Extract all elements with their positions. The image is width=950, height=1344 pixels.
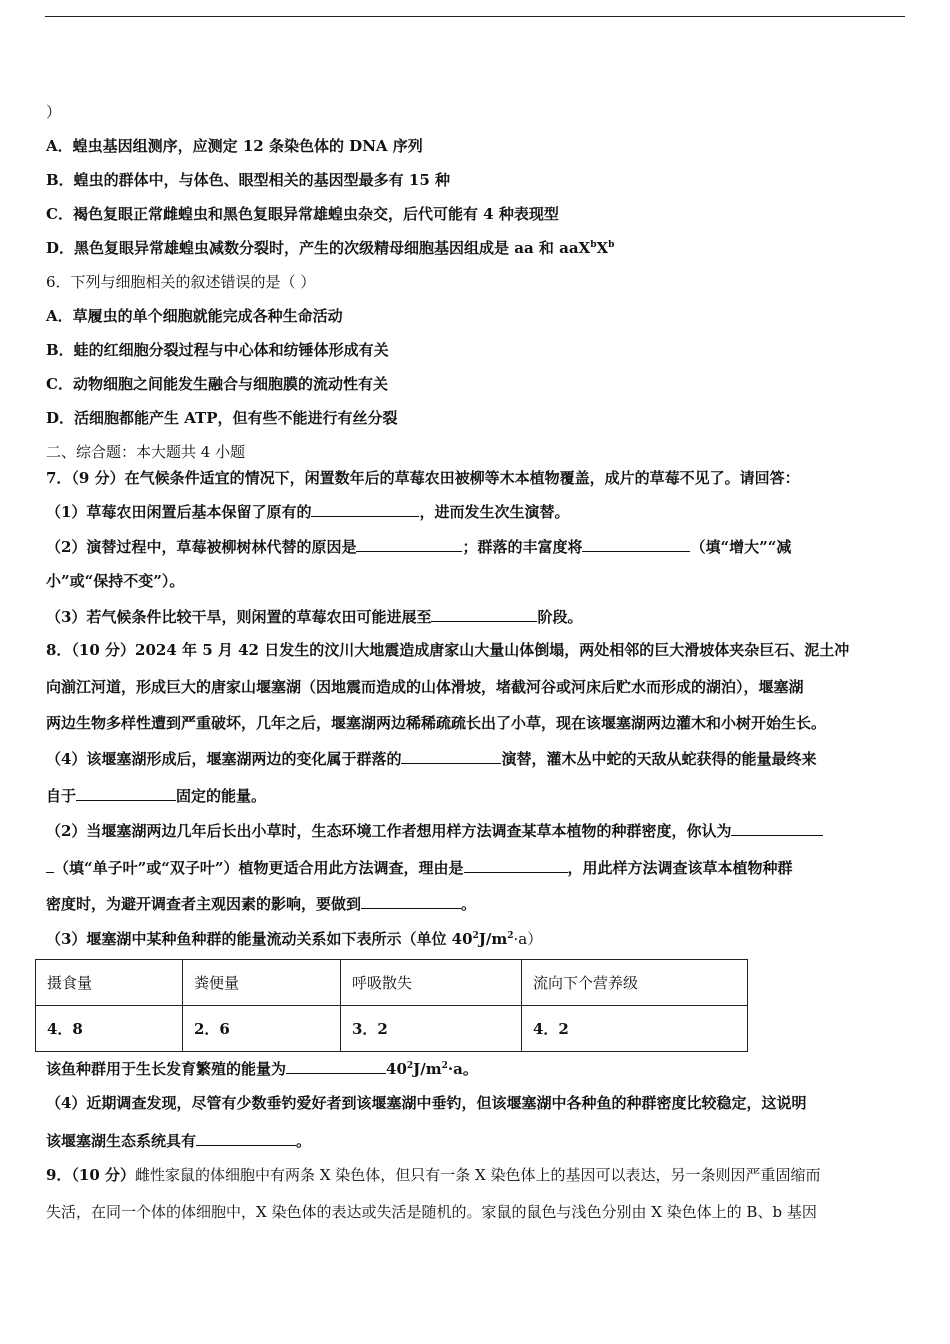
q7-part1: （1）草莓农田闲置后基本保留了原有的 ，进而发生次生演替。 (46, 503, 570, 521)
q7-part2-cont: 小”或“保持不变”）。 (46, 572, 185, 590)
answer-blank[interactable] (731, 820, 823, 836)
energy-flow-table (35, 959, 748, 1052)
table-cell: 4．8 (36, 1006, 183, 1052)
q6-option-c: C．动物细胞之间能发生融合与细胞膜的流动性有关 (46, 375, 388, 393)
q8-part2: （2）当堰塞湖两边几年后长出小草时，生态环境工作者想用样方法调查某草本植物的种群密度，你认为 (46, 820, 823, 841)
table-header-cell: 呼吸散失 (341, 960, 522, 1006)
q9-stem-line1: 9．（10 分）雌性家鼠的体细胞中有两条 X 染色体，但只有一条 X 染色体上的基因可以表达，另一条则因严重固缩而 (46, 1166, 821, 1184)
q8-table-followup: 该鱼种群用于生长发育繁殖的能量为 $40^2J/m^2\cdot a$。 (46, 1060, 478, 1078)
answer-blank[interactable] (311, 501, 419, 517)
section-heading: 二、综合题：本大题共 4 小题 (46, 443, 246, 461)
q6-option-b: B．蛙的红细胞分裂过程与中心体和纺锤体形成有关 (46, 341, 389, 359)
q7-stem: 7．（9 分）在气候条件适宜的情况下，闲置数年后的草莓农田被柳等木本植物覆盖，成片的草莓不见了。请回答： (46, 469, 800, 487)
table-header-cell: 摄食量 (36, 960, 183, 1006)
table-cell: 2．6 (183, 1006, 341, 1052)
table-cell: 3．2 (341, 1006, 522, 1052)
q8-part1-cont: 自于 固定的能量。 (46, 787, 267, 805)
q8-stem-line2: 向湔江河道，形成巨大的唐家山堰塞湖（因地震而造成的山体滑坡，堵截河谷或河床后贮水而形成的湖泊），堰塞湖 (46, 678, 804, 696)
q9-stem-line2: 失活，在同一个体的体细胞中，X 染色体的表达或失活是随机的。家鼠的鼠色与浅色分别由 X 染色体上的 B、b 基因 (46, 1203, 817, 1221)
q7-part3: （3）若气候条件比较干旱，则闲置的草莓农田可能进展至 阶段。 (46, 608, 583, 626)
answer-blank[interactable] (356, 536, 462, 552)
answer-blank[interactable] (582, 536, 690, 552)
q8-stem-line3: 两边生物多样性遭到严重破坏，几年之后，堰塞湖两边稀稀疏疏长出了小草，现在该堰塞湖两边灌木和小树开始生长。 (46, 714, 827, 732)
q8-part4-cont: 该堰塞湖生态系统具有 。 (46, 1132, 312, 1150)
table-row (36, 1006, 748, 1052)
answer-blank[interactable] (76, 785, 176, 801)
answer-blank[interactable] (361, 893, 461, 909)
q8-stem-line1: 8．（10 分）2024 年 5 月 42 日发生的汶川大地震造成唐家山大量山体倒塌，两处相邻的巨大滑坡体夹杂巨石、泥土冲 (46, 641, 850, 659)
q6-option-a: A．草履虫的单个细胞就能完成各种生命活动 (46, 307, 343, 325)
q8-part3: （3）堰塞湖中某种鱼种群的能量流动关系如下表所示（单位 $40^2J/m^2\cdot a$） (46, 930, 543, 948)
header-rule (45, 16, 905, 17)
q5-option-c: C．褐色复眼正常雌蝗虫和黑色复眼异常雄蝗虫杂交，后代可能有 4 种表现型 (46, 205, 559, 223)
q7-part2: （2）演替过程中，草莓被柳树林代替的原因是 ；群落的丰富度将 （填“增大”“减 (46, 538, 792, 556)
q6-stem: 6．下列与细胞相关的叙述错误的是（ ） (46, 273, 316, 291)
table-header-row (36, 960, 748, 1006)
answer-blank[interactable] (286, 1058, 386, 1074)
table-header-cell: 流向下个营养级 (522, 960, 748, 1006)
table-cell: 4．2 (522, 1006, 748, 1052)
q5-option-a: A．蝗虫基因组测序，应测定 12 条染色体的 DNA 序列 (46, 137, 423, 155)
q8-part2-line3: 密度时，为避开调查者主观因素的影响，要做到 。 (46, 895, 477, 913)
closing-paren: ） (46, 103, 62, 121)
answer-blank[interactable] (196, 1130, 296, 1146)
q6-option-d: D．活细胞都能产生 ATP，但有些不能进行有丝分裂 (46, 409, 398, 427)
q5-option-b: B．蝗虫的群体中，与体色、眼型相关的基因型最多有 15 种 (46, 171, 450, 189)
answer-blank[interactable] (401, 748, 501, 764)
q8-part1: （4）该堰塞湖形成后，堰塞湖两边的变化属于群落的 演替，灌木丛中蛇的天敌从蛇获得的能量最终来 (46, 750, 817, 768)
q8-part4: （4）近期调查发现，尽管有少数垂钓爱好者到该堰塞湖中垂钓，但该堰塞湖中各种鱼的种群密度比较稳定，这说明 (46, 1094, 807, 1112)
answer-blank[interactable] (464, 857, 568, 873)
answer-blank[interactable] (46, 857, 54, 873)
table-header-cell: 粪便量 (183, 960, 341, 1006)
q5-option-d: D．黑色复眼异常雄蝗虫减数分裂时，产生的次级精母细胞基因组成是 aa 和 $aaX^bX^b$ (46, 239, 615, 257)
q8-part2-line2: （填“单子叶”或“双子叶”）植物更适合用此方法调查，理由是 ，用此样方法调查该草本植物种群 (46, 857, 793, 878)
answer-blank[interactable] (431, 606, 537, 622)
